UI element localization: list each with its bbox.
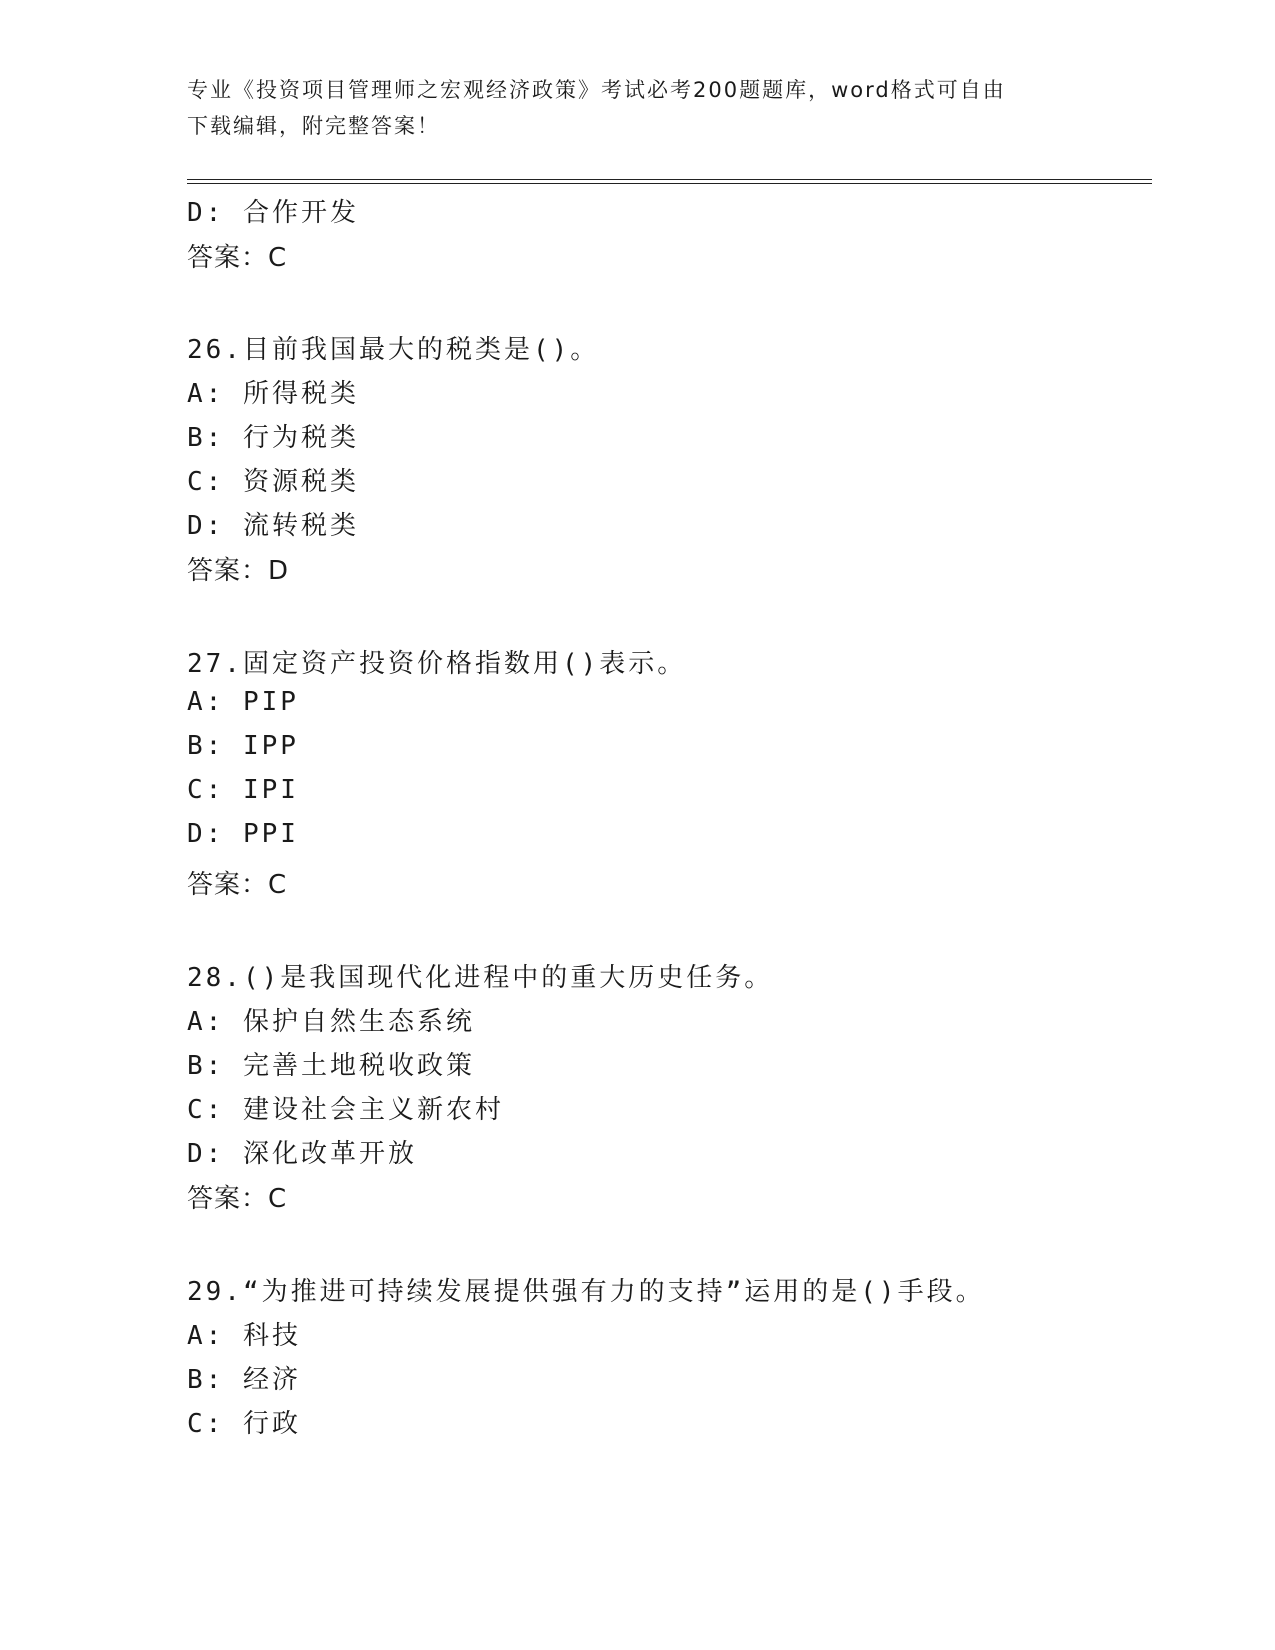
q28-option-d: D: 深化改革开放 (187, 1139, 417, 1169)
header-line-2: 下载编辑，附完整答案！ (187, 114, 440, 138)
q26-option-d: D: 流转税类 (187, 511, 359, 541)
q27-option-c: C: IPI (187, 775, 299, 805)
q26-stem: 26.目前我国最大的税类是()。 (187, 335, 600, 365)
q28-option-a: A: 保护自然生态系统 (187, 1007, 475, 1037)
q27-option-a: A: PIP (187, 687, 299, 717)
prev-option-d: D: 合作开发 (187, 198, 359, 228)
header-divider-top (187, 179, 1152, 180)
q26-option-b: B: 行为税类 (187, 423, 359, 453)
q29-stem: 29.“为推进可持续发展提供强有力的支持”运用的是()手段。 (187, 1277, 985, 1307)
q28-option-c: C: 建设社会主义新农村 (187, 1095, 504, 1125)
document-header (187, 72, 1087, 144)
q28-answer: 答案：C (187, 1184, 288, 1214)
q27-option-b: B: IPP (187, 731, 299, 761)
q27-answer: 答案：C (187, 870, 288, 900)
q29-option-b: B: 经济 (187, 1365, 301, 1395)
q28-option-b: B: 完善土地税收政策 (187, 1051, 475, 1081)
q26-option-c: C: 资源税类 (187, 467, 359, 497)
q29-option-a: A: 科技 (187, 1321, 301, 1351)
q26-answer: 答案：D (187, 556, 290, 586)
header-divider-bottom (187, 183, 1152, 184)
q29-option-c: C: 行政 (187, 1409, 301, 1439)
q28-stem: 28.()是我国现代化进程中的重大历史任务。 (187, 963, 774, 993)
q27-option-d: D: PPI (187, 819, 299, 849)
q26-option-a: A: 所得税类 (187, 379, 359, 409)
header-line-1: 专业《投资项目管理师之宏观经济政策》考试必考200题题库，word格式可自由 (187, 78, 1006, 102)
q27-stem: 27.固定资产投资价格指数用()表示。 (187, 649, 687, 679)
prev-answer: 答案：C (187, 243, 288, 273)
